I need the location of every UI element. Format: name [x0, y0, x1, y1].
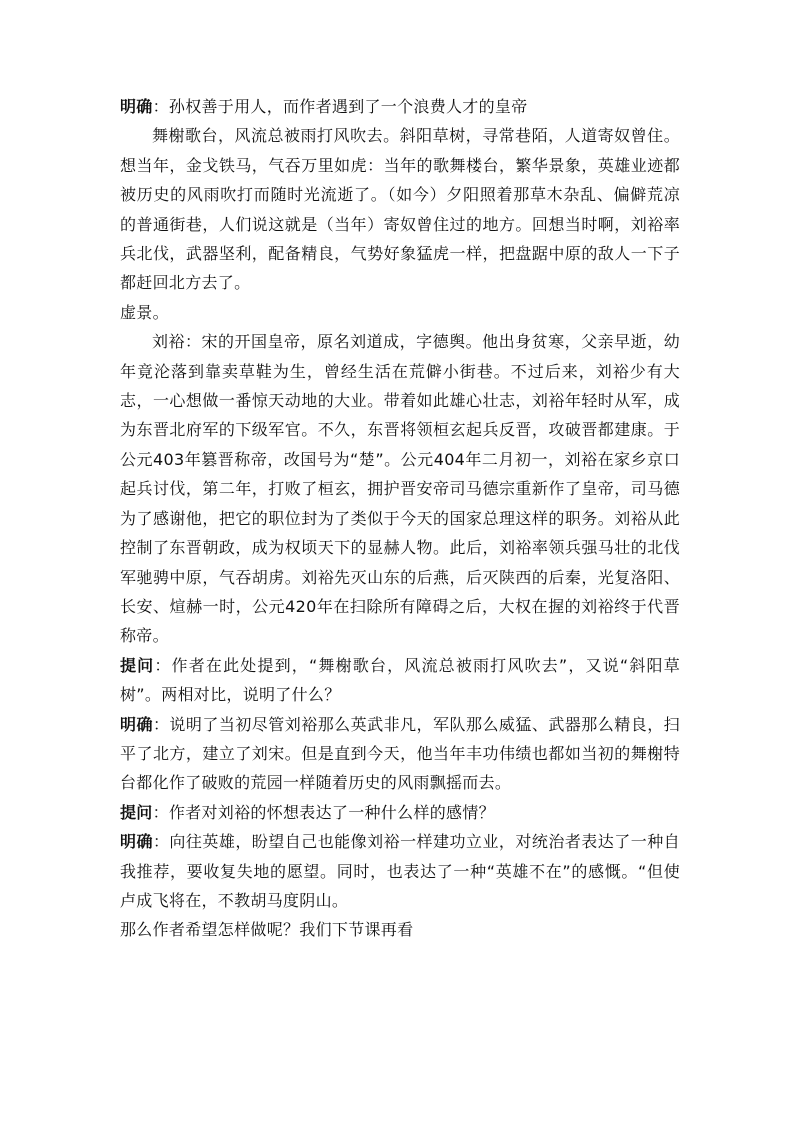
paragraph-text: 舞榭歌台，风流总被雨打风吹去。斜阳草树，寻常巷陌，人道寄奴曾住。想当年，金戈铁马，气吞万里如虎：当年的歌舞楼台，繁华景象，英雄业迹都被历史的风雨吹打而随时光流逝了。（如今）夕阳照着那草木杂乱、偏僻荒凉的普通街巷，人们说这就是（当年）寄奴曾住过的地方。回想当时啊，刘裕率兵北伐，武器坚利，配备精良，气势好象猛虎一样，把盘踞中原的敌人一下子都赶回北方去了。: [120, 126, 680, 293]
paragraph-virtual-scene: [120, 298, 680, 327]
answer-label: 明确: [120, 97, 153, 116]
answer-label: 明确: [120, 832, 153, 852]
paragraph-closing: [120, 915, 680, 944]
paragraph-text: ：孙权善于用人，而作者遇到了一个浪费人才的皇帝: [152, 97, 528, 116]
paragraph-answer-1: [120, 92, 680, 121]
answer-label: 明确: [120, 714, 153, 734]
paragraph-text: ：说明了当初尽管刘裕那么英武非凡，军队那么威猛、武器那么精良，扫平了北方，建立了刘宋。但是直到今天，他当年丰功伟绩也都如当初的舞榭特台都化作了破败的荒园一样随着历史的风雨飘摇而去。: [120, 714, 680, 793]
paragraph-text: ：向往英雄，盼望自己也能像刘裕一样建功立业，对统治者表达了一种自我推荐，要收复失地的愿望。同时，也表达了一种“英雄不在”的感慨。“但使卢成飞将在，不教胡马度阴山。: [120, 832, 680, 910]
question-label: 提问: [120, 802, 153, 822]
paragraph-answer-2: [120, 710, 680, 798]
paragraph-question-1: [120, 651, 680, 710]
paragraph-text: 虚景。: [120, 302, 169, 322]
paragraph-text: ：作者在此处提到，“舞榭歌台，风流总被雨打风吹去”，又说“斜阳草树”。两相对比，说明了什么？: [120, 655, 680, 705]
paragraph-question-2: [120, 798, 680, 827]
document-body: [120, 92, 680, 945]
paragraph-answer-3: [120, 827, 680, 915]
paragraph-text: ：作者对刘裕的怀想表达了一种什么样的感情？: [152, 802, 495, 822]
paragraph-text: 刘裕：宋的开国皇帝，原名刘道成，字德舆。他出身贫寒，父亲早逝，幼年竟沦落到靠卖草鞋为生，曾经生活在荒僻小街巷。不过后来，刘裕少有大志，一心想做一番惊天动地的大业。带着如此雄心壮志，刘裕年轻时从军，成为东晋北府军的下级军官。不久，东晋将领桓玄起兵反晋，攻破晋都建康。于公元403年篡晋称帝，改国号为“楚”。公元404年二月初一，刘裕在家乡京口起兵讨伐，第二年，打败了桓玄，拥护晋安帝司马德宗重新作了皇帝，司马德为了感谢他，把它的职位封为了类似于今天的国家总理这样的职务。刘裕从此控制了东晋朝政，成为权顷天下的显赫人物。此后，刘裕率领兵强马壮的北伐军驰骋中原，气吞胡虏。刘裕先灭山东的后燕，后灭陕西的后秦，光复洛阳、长安、煊赫一时，公元420年在扫除所有障碍之后，大权在握的刘裕终于代晋称帝。: [120, 332, 680, 646]
paragraph-liu-yu-bio: [120, 327, 680, 650]
paragraph-poem-translation: [120, 121, 680, 297]
question-label: 提问: [120, 655, 155, 675]
paragraph-text: 那么作者希望怎样做呢？我们下节课再看: [120, 920, 414, 940]
